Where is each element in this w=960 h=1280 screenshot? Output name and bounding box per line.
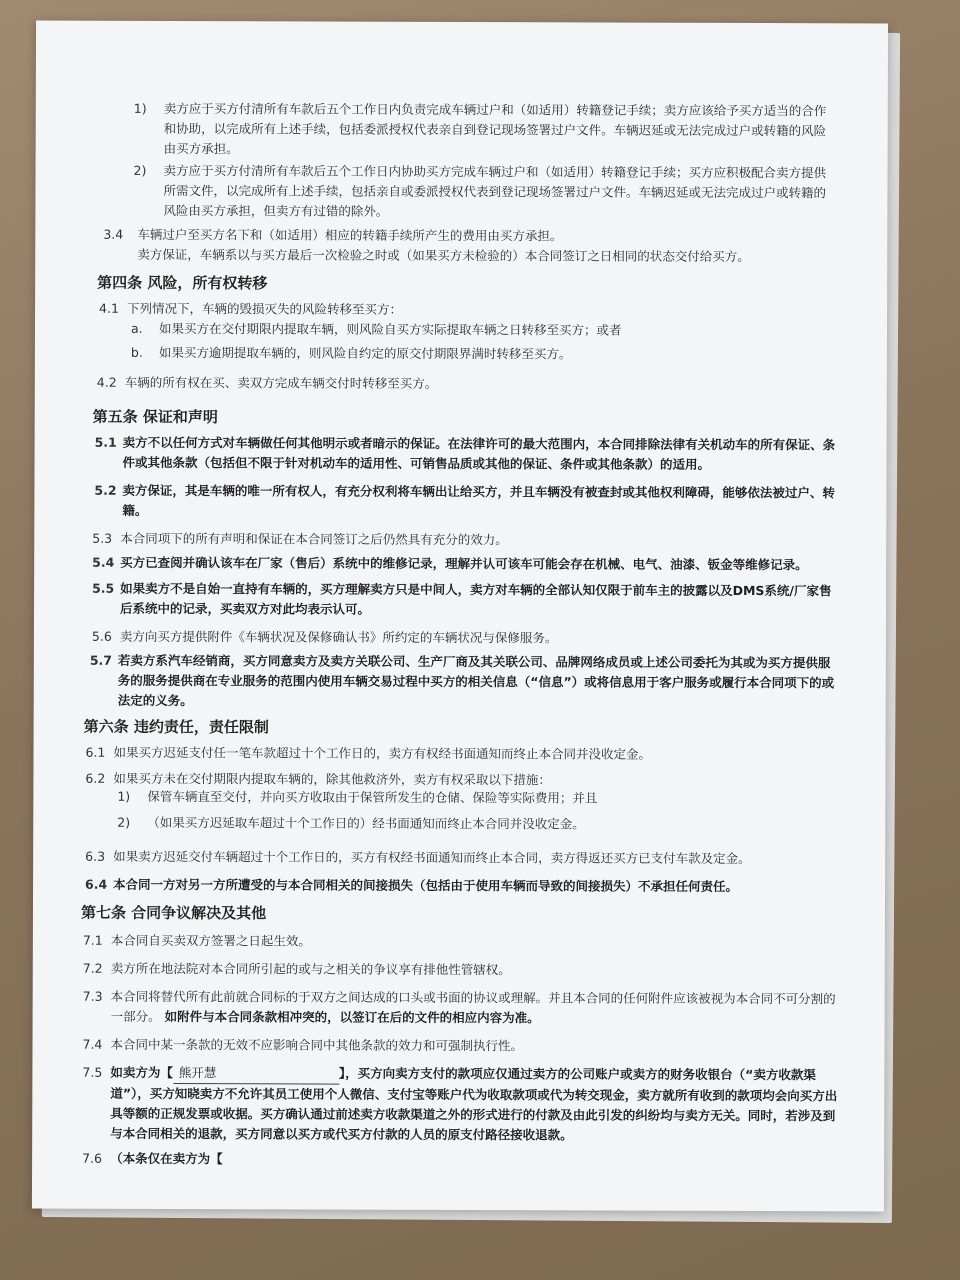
clause-7-2: 7.2 卖方所在地法院对本合同所引起的或与之相关的争议享有排他性管辖权。 [82, 960, 511, 978]
clause-6-2-1: 1) 保管车辆直至交付，并向买方收取由于保管所发生的仓储、保险等实际费用；并且 [117, 788, 598, 806]
article-7-title: 第七条 合同争议解决及其他 [80, 903, 267, 923]
clause-4-2: 4.2 车辆的所有权在买、卖双方完成车辆交付时转移至买方。 [96, 374, 438, 391]
clause-6-2-2: 2) （如果买方迟延取车超过十个工作日的）经书面通知而终止本合同并没收定金。 [117, 814, 585, 832]
seller-name-field: 熊开慧 [173, 1063, 339, 1085]
clause-5-4: 5.4 买方已查阅并确认该车在厂家（售后）系统中的维修记录，理解并认可该车可能会存在机械、电气、油漆、钣金等维修记录。 [92, 554, 808, 573]
clause-7-5-text: 】，买方向卖方支付的款项应仅通过卖方的公司账户或卖方的财务收银台（“卖方收款渠道”），买方知晓卖方不允许其员工使用个人微信、支付宝等账户代为收取款项或代为转交现金，卖方就所有收到的款项均会向买方出具等额的正规发票或收据。买方确认通过前述卖方收款渠道之外的形式进行的付款及由此引发的纠纷均与卖方无关。同时，若涉及到与本合同相关的退款，买方同意以买方或代买方付款的人员的原支付路径接收退款。 [110, 1065, 838, 1143]
article-6-title: 第六条 违约责任，责任限制 [83, 717, 269, 737]
clause-7-6: 7.6 （本条仅在卖方为【 [82, 1150, 223, 1167]
clause-5-3: 5.3 本合同项下的所有声明和保证在本合同签订之后仍然具有充分的效力。 [92, 530, 508, 548]
clause-7-3-text: 本合同将替代所有此前就合同标的于双方之间达成的口头或书面的协议或理解。并且本合同的任何附件应该被视为本合同不可分割的一部分。 [110, 988, 836, 1024]
clause-6-2: 6.2 如果买方未在交付期限内提取车辆的，除其他救济外，卖方有权采取以下措施： [85, 770, 551, 788]
clause-3-4: 3.4 车辆过户至买方名下和（如适用）相应的转籍手续所产生的费用由买方承担。 卖方保证，车辆系以与买方最后一次检验之时或（如果买方未检验的）本合同签订之日相同的状态交付给买方。 [103, 225, 843, 270]
clause-5-2: 5.2 卖方保证，其是车辆的唯一所有权人，有充分权利将车辆出让给买方，并且车辆没有被查封或其他权利障碍，能够依法被过户、转籍。 [94, 482, 835, 518]
clause-5-5: 5.5 如果卖方不是自始一直持有车辆的，买方理解卖方只是中间人，卖方对车辆的全部认知仅限于前车主的披露以及DMS系统/厂家售后系统中的记录，买卖双方对此均表示认可。 [92, 580, 832, 617]
clause-item-1-text: 卖方应于买方付清所有车款后五个工作日内负责完成车辆过户和（如适用）转籍登记手续；卖方应该给予买方适当的合作和协助，以完成所有上述手续，包括委派授权代表亲自到登记现场签署过户文件。车辆迟延或无法完成过户或转籍的风险由买方承担。 [163, 100, 827, 157]
clause-6-3: 6.3 如果卖方迟延交付车辆超过十个工作日的，买方有权经书面通知而终止本合同，卖方得返还买方已支付车款及定金。 [85, 848, 751, 867]
contract-page [32, 21, 888, 1212]
clause-7-1: 7.1 本合同自买卖双方签署之日起生效。 [82, 932, 311, 949]
clause-5-1: 5.1 卖方不以任何方式对车辆做任何其他明示或者暗示的保证。在法律许可的最大范围内，本合同排除法律有关机动车的所有保证、条件或其他条款（包括但不限于针对机动车的适用性、可销售品质或其他的保证、条件或其他条款）的适用。 [94, 434, 836, 472]
clause-item-2: 2) 卖方应于买方付清所有车款后五个工作日内协助买方完成车辆过户和（如适用）转籍登记手续；买方应积极配合卖方提供所需文件，以完成所有上述手续，包括亲自或委派授权代表到登记现场签署过户文件。车辆迟延或无法完成过户或转籍的风险由买方承担，但卖方有过错的除外。 [133, 161, 833, 227]
clause-item-1: 1) 卖方应于买方付清所有车款后五个工作日内负责完成车辆过户和（如适用）转籍登记手续；卖方应该给予买方适当的合作和协助，以完成所有上述手续，包括委派授权代表亲自到登记现场签署过户文件。车辆迟延或无法完成过户或转籍的风险由买方承担。 [134, 99, 834, 165]
clause-item-2-text: 卖方应于买方付清所有车款后五个工作日内协助买方完成车辆过户和（如适用）转籍登记手续；买方应积极配合卖方提供所需文件，以完成所有上述手续，包括亲自或委派授权代表到登记现场签署过户文件。车辆迟延或无法完成过户或转籍的风险由买方承担，但卖方有过错的除外。 [163, 162, 827, 219]
clause-7-5: 7.5 如卖方为【 熊开慧 】，买方向卖方支付的款项应仅通过卖方的公司账户或卖方的财务收银台（“卖方收款渠道”），买方知晓卖方不允许其员工使用个人微信、支付宝等账户代为收取款项或代为转交现金，卖方就所有收到的款项均会向买方出具等额的正规发票或收据。买方确认通过前述卖方收款渠道之外的形式进行的付款及由此引发的纠纷均与卖方无关。同时，若涉及到与本合同相关的退款，买方同意以买方或代买方付款的人员的原支付路径接收退款。 [82, 1064, 838, 1143]
article-4-title: 第四条 风险，所有权转移 [97, 273, 268, 293]
clause-5-6: 5.6 卖方向买方提供附件《车辆状况及保修确认书》所约定的车辆状况与保修服务。 [91, 628, 558, 646]
clause-4-1-a: a. 如果买方在交付期限内提取车辆，则风险自买方实际提取车辆之日转移至买方；或者 [130, 320, 622, 338]
clause-5-7: 5.7 若卖方系汽车经销商，买方同意卖方及卖方关联公司、生产厂商及其关联公司、品牌网络成员或上述公司委托为其或为买方提供服务的服务提供商在专业服务的范围内使用车辆交易过程中买方的相关信息（“信息”）或将信息用于客户服务或履行本合同项下的或法定的义务。 [89, 652, 835, 709]
article-5-title: 第五条 保证和声明 [92, 407, 218, 427]
clause-4-1-b: b. 如果买方逾期提取车辆的，则风险自约定的原交付期限界满时转移至买方。 [130, 344, 572, 362]
clause-7-4: 7.4 本合同中某一条款的无效不应影响合同中其他条款的效力和可强制执行性。 [82, 1036, 524, 1054]
clause-6-1: 6.1 如果买方迟延支付任一笔车款超过十个工作日的，卖方有权经书面通知而终止本合同并没收定金。 [85, 744, 652, 762]
clause-3-4-line2: 卖方保证，车辆系以与买方最后一次检验之时或（如果买方未检验的）本合同签订之日相同的状态交付给买方。 [137, 246, 750, 265]
clause-7-3: 7.3 本合同将替代所有此前就合同标的于双方之间达成的口头或书面的协议或理解。并且本合同的任何附件应该被视为本合同不可分割的一部分。 如附件与本合同条款相冲突的，以签订在后的文件的相应内容为准。 [82, 988, 836, 1026]
clause-6-4: 6.4 本合同一方对另一方所遭受的与本合同相关的间接损失（包括由于使用车辆而导致的间接损失）不承担任何责任。 [85, 876, 739, 894]
clause-4-1: 4.1 下列情况下，车辆的毁损灭失的风险转移至买方： [99, 300, 403, 317]
clause-3-4-line1: 车辆过户至买方名下和（如适用）相应的转籍手续所产生的费用由买方承担。 [137, 226, 563, 244]
clause-7-3-bold-text: 如附件与本合同条款相冲突的，以签订在后的文件的相应内容为准。 [164, 1008, 540, 1026]
